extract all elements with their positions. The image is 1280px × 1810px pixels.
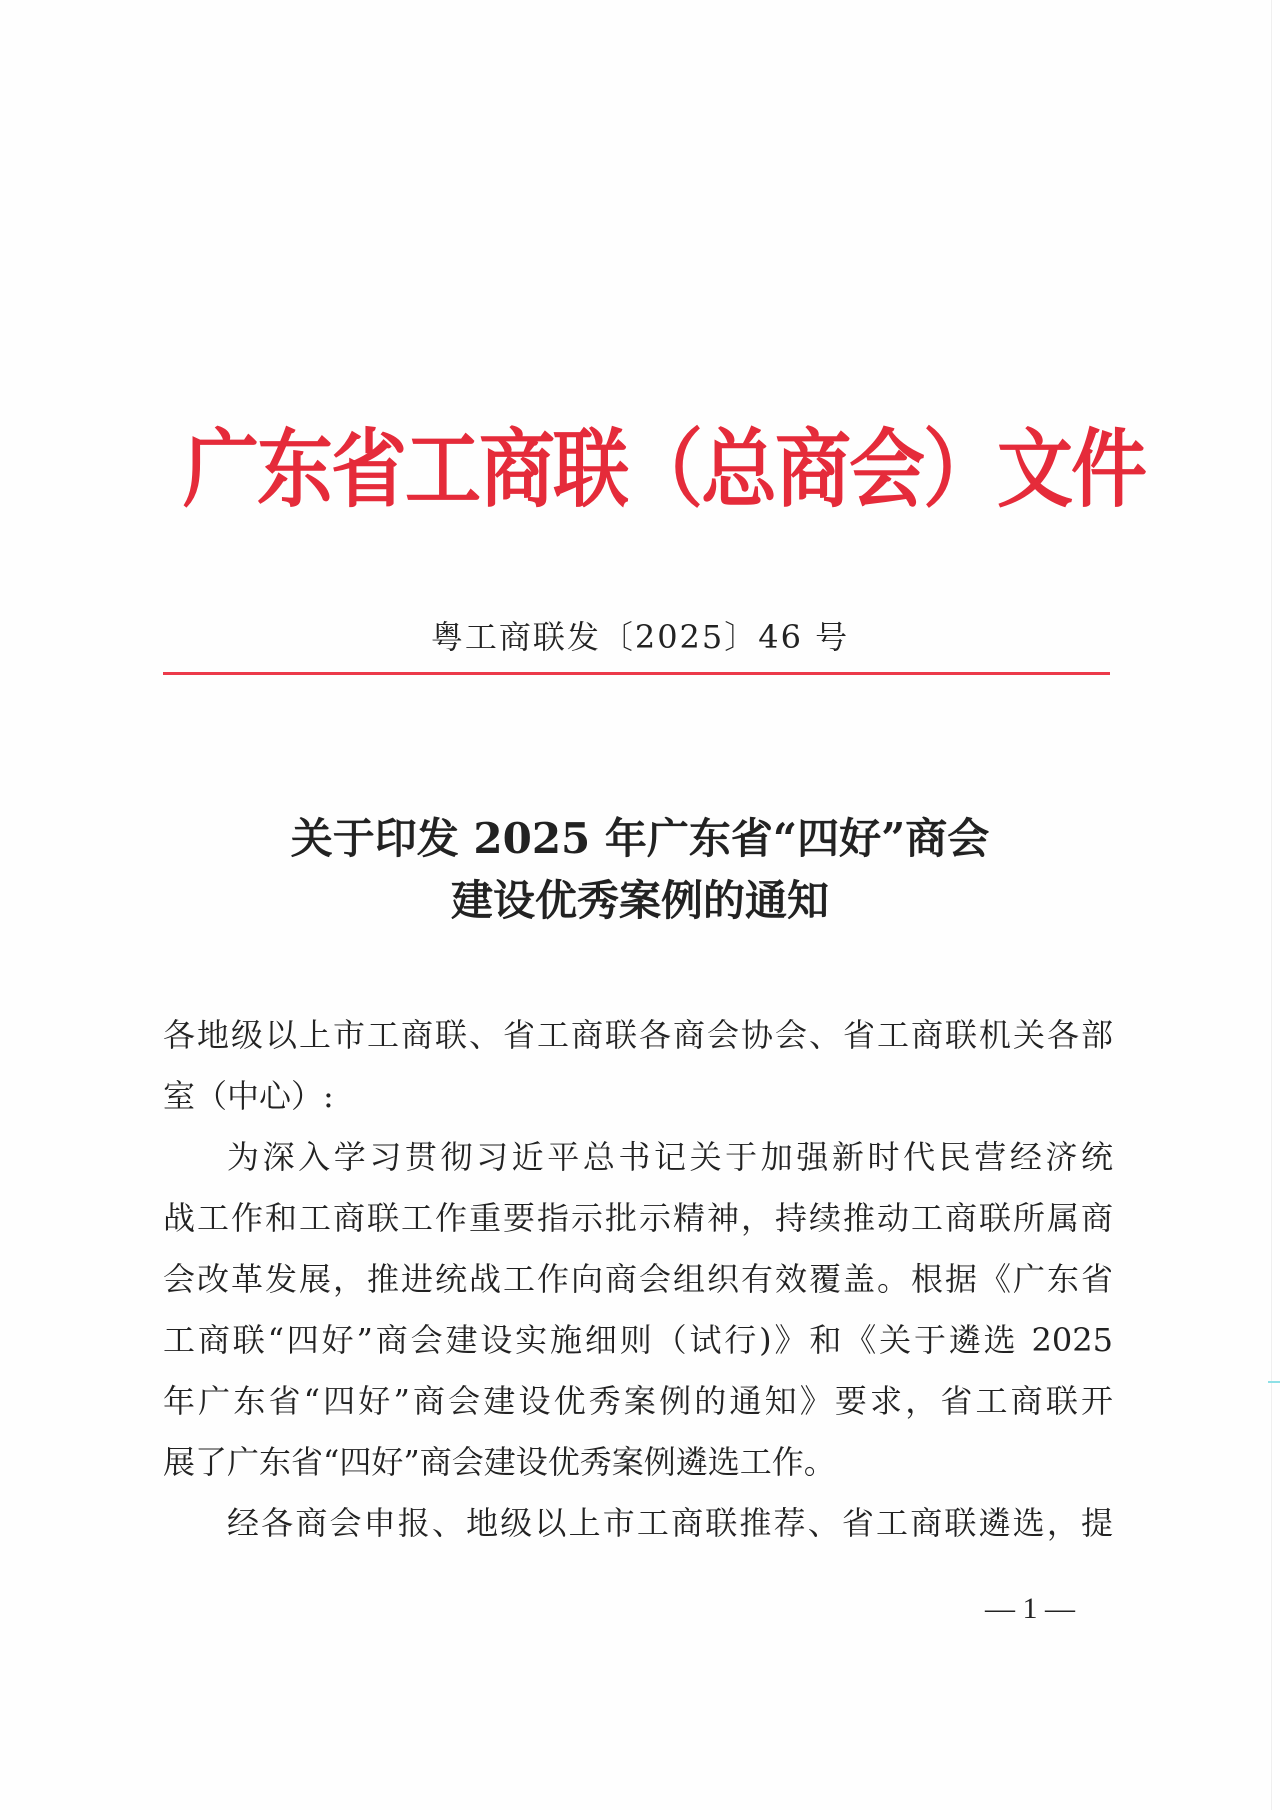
masthead-title: 广东省工商联（总商会）文件 (183, 419, 1145, 520)
document-title (160, 808, 1120, 932)
paragraph-line: 展了广东省“四好”商会建设优秀案例遴选工作。 (163, 1443, 836, 1481)
paragraph-line: 工商联“四好”商会建设实施细则（试行)》和《关于遴选 2025 (163, 1321, 1113, 1359)
page-number: — 1 — (985, 1592, 1075, 1625)
paragraph-line: 经各商会申报、地级以上市工商联推荐、省工商联遴选，提 (227, 1504, 1113, 1542)
page-edge (1271, 0, 1272, 1810)
title-line: 建设优秀案例的通知 (450, 876, 829, 925)
addressee-line: 室（中心）: (163, 1077, 334, 1115)
addressee-line: 各地级以上市工商联、省工商联各商会协会、省工商联机关各部 (163, 1016, 1113, 1054)
document-number: 粤工商联发〔2025〕46 号 (430, 618, 850, 656)
paragraph-line: 年广东省“四好”商会建设优秀案例的通知》要求，省工商联开 (163, 1382, 1113, 1420)
paragraph-line: 战工作和工商联工作重要指示批示精神，持续推动工商联所属商 (163, 1199, 1113, 1237)
paragraph-line: 会改革发展，推进统战工作向商会组织有效覆盖。根据《广东省 (163, 1260, 1113, 1298)
document-body (163, 1005, 1113, 1554)
edge-mark (1268, 1381, 1280, 1383)
red-divider (163, 672, 1110, 675)
title-line: 关于印发 2025 年广东省“四好”商会 (290, 814, 990, 863)
paragraph-line: 为深入学习贯彻习近平总书记关于加强新时代民营经济统 (227, 1138, 1113, 1176)
